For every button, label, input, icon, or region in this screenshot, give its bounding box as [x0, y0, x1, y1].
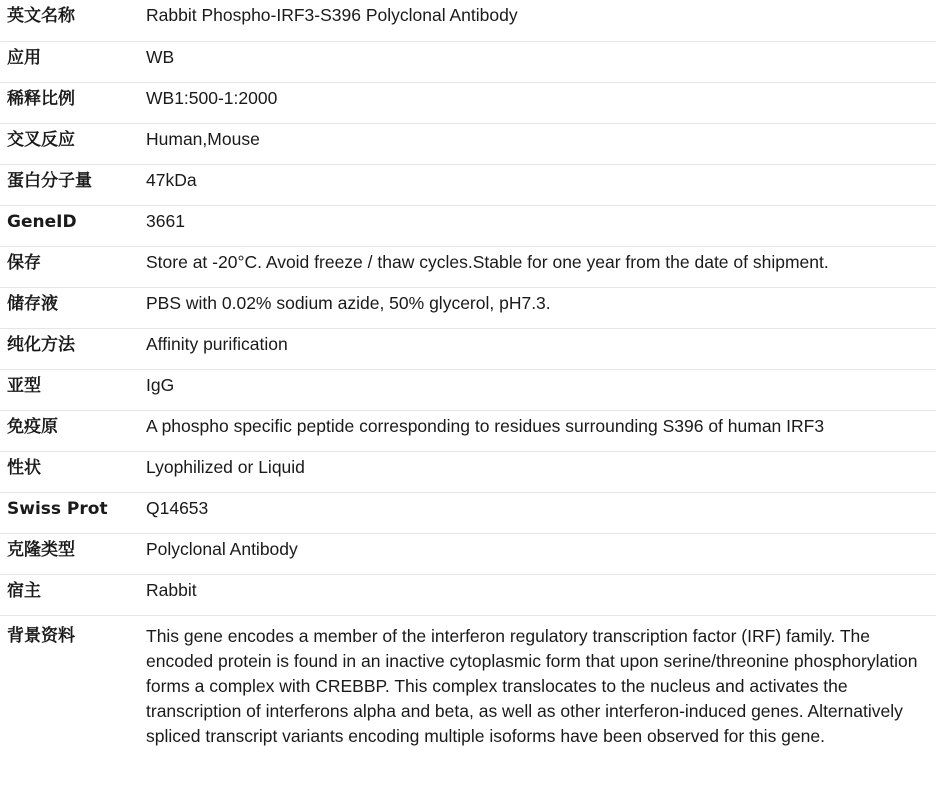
spec-row-form — [0, 451, 936, 492]
spec-value: WB — [139, 41, 936, 82]
spec-label: 蛋白分子量 — [0, 164, 139, 205]
spec-value: 47kDa — [139, 164, 936, 205]
spec-label: 免疫原 — [0, 410, 139, 451]
spec-label: 宿主 — [0, 574, 139, 615]
spec-value: Lyophilized or Liquid — [139, 451, 936, 492]
spec-value: Store at -20°C. Avoid freeze / thaw cycles.Stable for one year from the date of shipment. — [139, 246, 936, 287]
spec-label: 稀释比例 — [0, 82, 139, 123]
spec-label: 应用 — [0, 41, 139, 82]
spec-label: 保存 — [0, 246, 139, 287]
spec-value: Q14653 — [139, 492, 936, 533]
spec-row-immunogen — [0, 410, 936, 451]
spec-row-buffer — [0, 287, 936, 328]
spec-label: 背景资料 — [7, 625, 75, 646]
spec-value: PBS with 0.02% sodium azide, 50% glycerol, pH7.3. — [139, 287, 936, 328]
spec-row-storage — [0, 246, 936, 287]
spec-row-background — [0, 615, 936, 773]
spec-row-gene-id — [0, 205, 936, 246]
spec-row-molecular-weight — [0, 164, 936, 205]
spec-label: Swiss Prot — [0, 492, 139, 533]
spec-value: A phospho specific peptide corresponding to residues surrounding S396 of human IRF3 — [139, 410, 936, 451]
spec-value: Rabbit Phospho-IRF3-S396 Polyclonal Antibody — [139, 0, 936, 41]
spec-row-purification — [0, 328, 936, 369]
spec-row-reactivity — [0, 123, 936, 164]
spec-value: 3661 — [139, 205, 936, 246]
spec-value: Human,Mouse — [139, 123, 936, 164]
spec-row-dilution — [0, 82, 936, 123]
spec-value: Affinity purification — [139, 328, 936, 369]
spec-row-english-name — [0, 0, 936, 41]
spec-label: 英文名称 — [0, 0, 139, 41]
spec-row-application — [0, 41, 936, 82]
spec-label: 储存液 — [0, 287, 139, 328]
spec-value: This gene encodes a member of the interferon regulatory transcription factor (IRF) family. The encoded protein is found in an inactive cytoplasmic form that upon serine/threonine phosphorylation forms a complex with CREBBP. This complex translocates to the nucleus and activates the transcription of interferons alpha and beta, as well as other interferon-induced genes. Alternatively spliced transcript variants encoding multiple isoforms have been observed for this gene. — [146, 625, 918, 746]
spec-label: 亚型 — [0, 369, 139, 410]
spec-label: GeneID — [0, 205, 139, 246]
spec-row-isotype — [0, 369, 936, 410]
spec-value: Rabbit — [139, 574, 936, 615]
spec-row-clonality — [0, 533, 936, 574]
spec-value: IgG — [139, 369, 936, 410]
spec-label: 纯化方法 — [0, 328, 139, 369]
spec-value: Polyclonal Antibody — [139, 533, 936, 574]
spec-row-host — [0, 574, 936, 615]
spec-label: 交叉反应 — [0, 123, 139, 164]
spec-label: 性状 — [0, 451, 139, 492]
spec-value: WB1:500-1:2000 — [139, 82, 936, 123]
spec-row-swiss-prot — [0, 492, 936, 533]
spec-label: 克隆类型 — [0, 533, 139, 574]
